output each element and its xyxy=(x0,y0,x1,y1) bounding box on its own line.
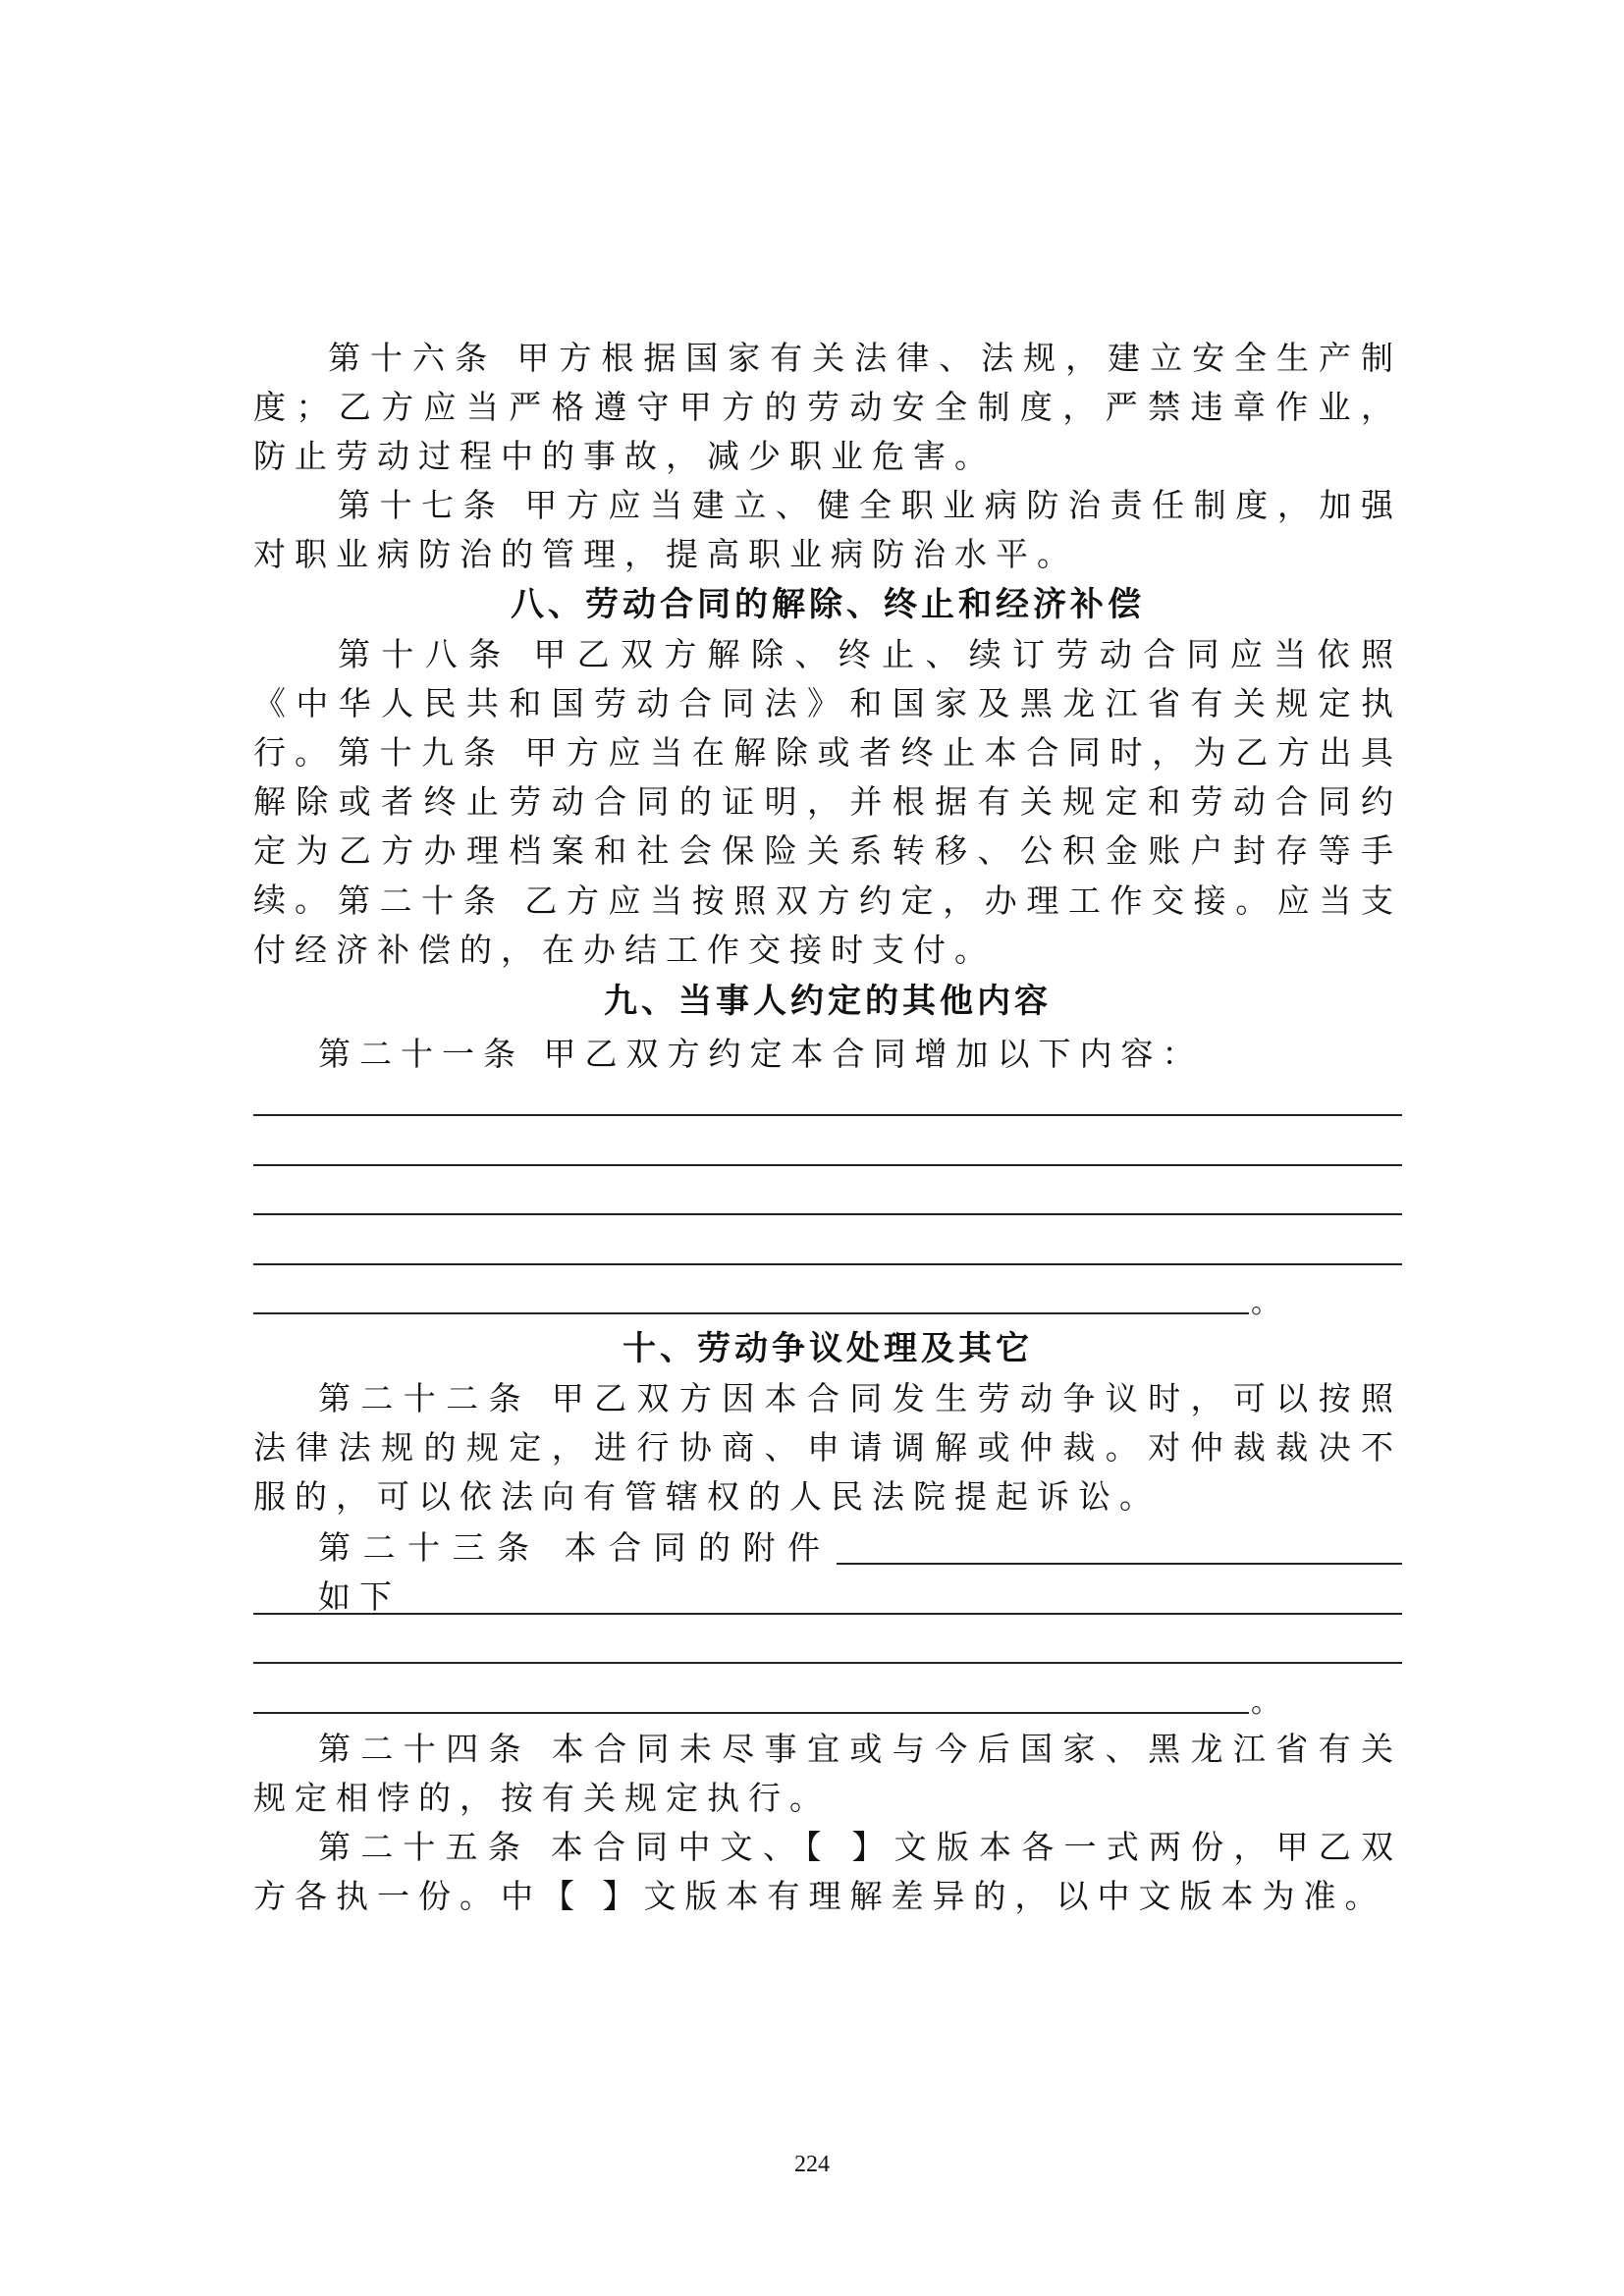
article-24: 第二十四条 本合同未尽事宜或与今后国家、黑龙江省有关规定相悖的，按有关规定执行。 xyxy=(253,1730,1402,1817)
article-20: 第二十条 乙方应当按照双方约定，办理工作交接。应当支付经济补偿的，在办结工作交接时支付。 xyxy=(253,881,1402,969)
blank-line[interactable] xyxy=(253,1213,1402,1215)
article-16: 第十六条 甲方根据国家有关法律、法规，建立安全生产制度；乙方应当严格遵守甲方的劳动安全制度，严禁违章作业，防止劳动过程中的事故，减少职业危害。 xyxy=(253,339,1402,475)
blank-line[interactable] xyxy=(253,1712,1249,1714)
article-23: 第二十三条 本合同的附件如下 xyxy=(318,1528,829,1616)
section-heading-10: 十、劳动争议处理及其它 xyxy=(623,1329,1033,1368)
blank-line[interactable] xyxy=(253,1164,1402,1166)
blank-line[interactable] xyxy=(253,1114,1402,1116)
article-17: 第十七条 甲方应当建立、健全职业病防治责任制度，加强对职业病防治的管理，提高职业病防治水平。 xyxy=(253,486,1402,573)
article-18: 第十八条 甲乙双方解除、终止、续订劳动合同应当依照《中华人民共和国劳动合同法》和国家及黑龙江省有关规定执行。 xyxy=(253,635,1402,772)
end-mark: 。 xyxy=(1251,1685,1280,1720)
page-number: 224 xyxy=(794,2152,830,2177)
section-heading-9: 九、当事人约定的其他内容 xyxy=(604,982,1052,1021)
attachment-blank-line[interactable] xyxy=(837,1563,1402,1565)
blank-line[interactable] xyxy=(253,1613,1402,1615)
article-25: 第二十五条 本合同中文、【 】文版本各一式两份，甲乙双方各执一份。中【 】文版本有理解差异的，以中文版本为准。 xyxy=(253,1828,1402,1915)
end-mark: 。 xyxy=(1251,1286,1280,1320)
blank-line[interactable] xyxy=(253,1263,1402,1265)
blank-line[interactable] xyxy=(253,1312,1249,1314)
article-19: 第十九条 甲方应当在解除或者终止本合同时，为乙方出具解除或者终止劳动合同的证明，并根据有关规定和劳动合同约定为乙方办理档案和社会保险关系转移、公积金账户封存等手续。 xyxy=(253,733,1402,919)
section-heading-8: 八、劳动合同的解除、终止和经济补偿 xyxy=(511,585,1145,624)
blank-line[interactable] xyxy=(253,1662,1402,1664)
article-21: 第二十一条 甲乙双方约定本合同增加以下内容： xyxy=(318,1035,1204,1073)
article-22: 第二十二条 甲乙双方因本合同发生劳动争议时，可以按照法律法规的规定，进行协商、申请调解或仲裁。对仲裁裁决不服的，可以依法向有管辖权的人民法院提起诉讼。 xyxy=(253,1379,1402,1516)
